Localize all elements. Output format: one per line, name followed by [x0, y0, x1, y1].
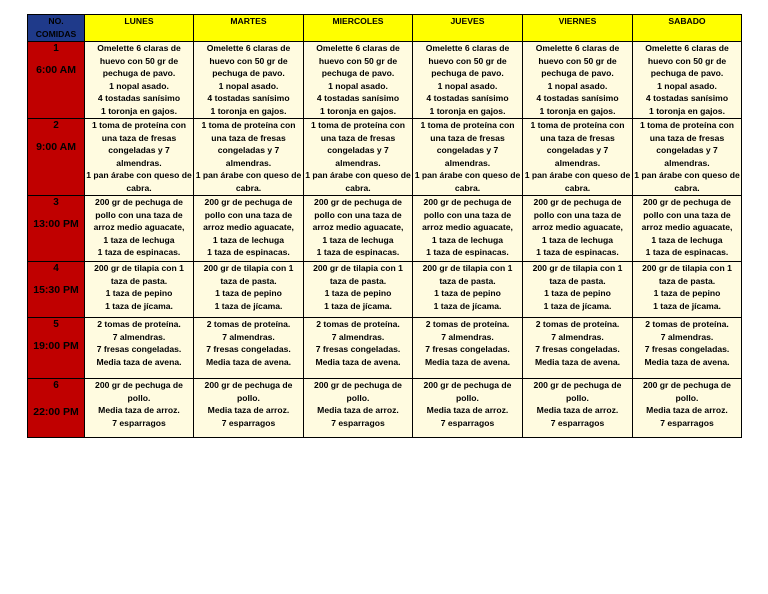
food-line: 1 taza de jícama.	[433, 300, 502, 311]
food-line: 1 pan árabe con queso de cabra.	[86, 170, 192, 193]
food-line: 1 toronja en gajos.	[539, 105, 616, 116]
food-line: 1 taza de lechuga	[651, 234, 723, 245]
food-line: 1 taza de lechuga	[431, 234, 504, 245]
meal-time: 6:00 AM	[36, 64, 76, 76]
food-cell-jueves	[413, 119, 523, 196]
food-line: Media taza de arroz.	[646, 405, 728, 416]
food-line: 1 toma de proteína con una taza de fresas congeladas y 7 almendras.	[530, 120, 625, 168]
food-line: 1 toma de proteína con una taza de fresas congeladas y 7 almendras.	[310, 120, 406, 168]
food-line: 7 almendras.	[660, 331, 714, 342]
food-line: 1 toronja en gajos.	[429, 105, 506, 116]
food-cell-viernes	[523, 379, 633, 438]
food-cell-martes	[194, 262, 304, 318]
food-cell-martes	[194, 318, 304, 379]
food-line: 200 gr de tilapia con 1 taza de pasta.	[642, 263, 732, 286]
meal-time: 22:00 PM	[33, 406, 79, 418]
food-line: 1 taza de jícama.	[214, 300, 283, 311]
food-line: 1 taza de jícama.	[105, 300, 173, 311]
food-line: 1 taza de pepino	[215, 288, 282, 299]
meal-row	[28, 262, 742, 318]
meal-time-cell	[28, 262, 85, 318]
food-line: Media taza de avena.	[644, 356, 730, 367]
food-line: 1 pan árabe con queso de cabra.	[305, 170, 411, 193]
food-line: 1 taza de pepino	[324, 288, 392, 299]
food-line: 7 fresas congeladas.	[96, 344, 182, 355]
food-line: 7 almendras.	[441, 331, 494, 342]
food-line: 1 nopal asado.	[218, 80, 279, 91]
food-line: Omelette 6 claras de huevo con 50 gr de pechuga de pavo.	[206, 43, 291, 79]
food-line: Media taza de arroz.	[98, 405, 180, 416]
meal-number: 4	[53, 263, 59, 274]
food-line: 7 almendras.	[551, 331, 604, 342]
meal-time-cell	[28, 196, 85, 262]
meal-number-header: NO. COMIDAS	[28, 15, 85, 42]
food-line: 7 almendras.	[112, 331, 166, 342]
food-line: 1 taza de jícama.	[653, 300, 721, 311]
food-line: 200 gr de tilapia con 1 taza de pasta.	[532, 263, 623, 286]
food-line: Media taza de arroz.	[536, 405, 619, 416]
food-cell-jueves	[413, 42, 523, 119]
food-line: 2 tomas de proteína.	[206, 319, 291, 329]
food-line: 1 taza de lechuga	[212, 234, 285, 245]
food-line: 1 toronja en gajos.	[649, 105, 725, 116]
food-line: 2 tomas de proteína.	[645, 319, 729, 329]
food-line: 7 almendras.	[222, 331, 275, 342]
day-header-viernes: VIERNES	[523, 15, 633, 42]
food-line: 1 taza de espinacas.	[207, 247, 290, 258]
meal-time: 15:30 PM	[33, 284, 79, 296]
food-cell-sabado	[633, 119, 742, 196]
food-line: 7 fresas congeladas.	[315, 344, 401, 355]
food-cell-martes	[194, 379, 304, 438]
food-cell-sabado	[633, 196, 742, 262]
food-line: Omelette 6 claras de huevo con 50 gr de pechuga de pavo.	[645, 43, 729, 79]
food-line: 200 gr de tilapia con 1 taza de pasta.	[313, 263, 403, 286]
food-line: 1 taza de espinacas.	[316, 247, 400, 258]
food-line: 200 gr de pechuga de pollo con una taza de arroz medio aguacate,	[93, 197, 185, 233]
food-cell-lunes	[85, 42, 194, 119]
food-line: 2 tomas de proteína.	[316, 319, 400, 329]
food-line: 1 taza de pepino	[434, 288, 501, 299]
day-header-sabado: SABADO	[633, 15, 742, 42]
food-cell-miercoles	[304, 262, 413, 318]
food-line: 7 esparragos	[331, 417, 385, 428]
food-line: Media taza de avena.	[205, 356, 292, 367]
food-cell-viernes	[523, 42, 633, 119]
food-line: 7 esparragos	[221, 417, 276, 428]
food-cell-viernes	[523, 318, 633, 379]
food-line: Media taza de avena.	[315, 356, 401, 367]
food-line: 200 gr de tilapia con 1 taza de pasta.	[422, 263, 513, 286]
food-cell-lunes	[85, 379, 194, 438]
food-line: 200 gr de pechuga de pollo con una taza de arroz medio aguacate,	[641, 197, 733, 233]
food-cell-martes	[194, 42, 304, 119]
food-line: 1 toronja en gajos.	[320, 105, 396, 116]
food-cell-viernes	[523, 119, 633, 196]
food-line: 4 tostadas sanísimo	[645, 93, 729, 104]
food-line: 7 esparragos	[550, 417, 605, 428]
food-line: 1 taza de espinacas.	[536, 247, 619, 258]
food-line: 200 gr de pechuga de pollo.	[533, 380, 622, 403]
food-line: 1 pan árabe con queso de cabra.	[634, 170, 740, 193]
food-line: 1 taza de jícama.	[543, 300, 612, 311]
food-line: 200 gr de pechuga de pollo con una taza de arroz medio aguacate,	[422, 197, 513, 233]
food-line: Omelette 6 claras de huevo con 50 gr de pechuga de pavo.	[425, 43, 510, 79]
food-line: Media taza de avena.	[96, 356, 182, 367]
meal-time-cell	[28, 42, 85, 119]
day-header-lunes: LUNES	[85, 15, 194, 42]
food-line: Media taza de avena.	[534, 356, 621, 367]
food-line: 7 fresas congeladas.	[425, 344, 510, 355]
food-line: Omelette 6 claras de huevo con 50 gr de pechuga de pavo.	[316, 43, 400, 79]
food-line: 200 gr de pechuga de pollo.	[643, 380, 731, 403]
food-cell-jueves	[413, 262, 523, 318]
food-cell-martes	[194, 119, 304, 196]
food-cell-jueves	[413, 196, 523, 262]
food-line: 1 nopal asado.	[437, 80, 498, 91]
food-line: 1 toronja en gajos.	[101, 105, 177, 116]
food-line: 200 gr de pechuga de pollo.	[204, 380, 293, 403]
food-line: 200 gr de pechuga de pollo.	[314, 380, 402, 403]
food-cell-miercoles	[304, 119, 413, 196]
food-cell-miercoles	[304, 196, 413, 262]
food-line: 7 esparragos	[440, 417, 495, 428]
food-line: 2 tomas de proteína.	[425, 319, 510, 329]
food-line: 200 gr de pechuga de pollo con una taza de arroz medio aguacate,	[312, 197, 404, 233]
food-line: 7 esparragos	[112, 417, 166, 428]
food-line: 4 tostadas sanísimo	[207, 93, 290, 104]
day-header-martes: MARTES	[194, 15, 304, 42]
meal-time-cell	[28, 119, 85, 196]
meal-number: 3	[53, 197, 59, 208]
food-line: 1 toma de proteína con una taza de fresas congeladas y 7 almendras.	[91, 120, 187, 168]
food-line: 1 taza de lechuga	[103, 234, 175, 245]
meal-row	[28, 42, 742, 119]
meal-plan-table	[27, 14, 742, 438]
food-cell-lunes	[85, 318, 194, 379]
food-line: 1 taza de jícama.	[324, 300, 392, 311]
food-line: 7 fresas congeladas.	[644, 344, 730, 355]
food-line: 4 tostadas sanísimo	[316, 93, 400, 104]
food-line: 2 tomas de proteína.	[97, 319, 181, 329]
food-cell-jueves	[413, 379, 523, 438]
food-line: 1 taza de lechuga	[322, 234, 394, 245]
food-line: 1 taza de espinacas.	[645, 247, 729, 258]
food-line: 7 fresas congeladas.	[535, 344, 620, 355]
food-line: 1 taza de pepino	[105, 288, 173, 299]
meal-number: 2	[53, 120, 59, 131]
food-line: 1 toronja en gajos.	[210, 105, 287, 116]
food-line: 200 gr de tilapia con 1 taza de pasta.	[94, 263, 184, 286]
food-line: 7 almendras.	[331, 331, 385, 342]
food-cell-viernes	[523, 196, 633, 262]
meal-number: 5	[53, 319, 59, 330]
food-cell-miercoles	[304, 318, 413, 379]
food-cell-sabado	[633, 379, 742, 438]
meal-time: 13:00 PM	[33, 218, 79, 230]
food-line: 200 gr de pechuga de pollo con una taza de arroz medio aguacate,	[532, 197, 623, 233]
food-line: 2 tomas de proteína.	[535, 319, 620, 329]
food-cell-lunes	[85, 262, 194, 318]
food-line: 1 taza de espinacas.	[426, 247, 509, 258]
food-line: Media taza de arroz.	[207, 405, 290, 416]
food-line: Omelette 6 claras de huevo con 50 gr de pechuga de pavo.	[535, 43, 620, 79]
food-line: 1 toma de proteína con una taza de fresas congeladas y 7 almendras.	[639, 120, 735, 168]
food-line: Media taza de arroz.	[426, 405, 509, 416]
food-line: 4 tostadas sanísimo	[536, 93, 619, 104]
food-cell-sabado	[633, 262, 742, 318]
day-header-jueves: JUEVES	[413, 15, 523, 42]
meal-number: 6	[53, 380, 59, 391]
meal-rows	[28, 42, 742, 438]
food-cell-miercoles	[304, 42, 413, 119]
food-line: 1 pan árabe con queso de cabra.	[414, 170, 521, 193]
food-line: Media taza de avena.	[424, 356, 511, 367]
food-cell-sabado	[633, 318, 742, 379]
food-line: 200 gr de pechuga de pollo con una taza de arroz medio aguacate,	[203, 197, 294, 233]
meal-number: 1	[53, 43, 59, 54]
food-line: 200 gr de pechuga de pollo.	[423, 380, 512, 403]
food-line: 1 pan árabe con queso de cabra.	[195, 170, 302, 193]
food-line: 1 taza de pepino	[544, 288, 611, 299]
meal-time: 19:00 PM	[33, 340, 79, 352]
food-cell-viernes	[523, 262, 633, 318]
food-line: 1 toma de proteína con una taza de fresas congeladas y 7 almendras.	[201, 120, 296, 168]
food-line: Media taza de arroz.	[317, 405, 399, 416]
food-cell-martes	[194, 196, 304, 262]
food-line: 1 taza de lechuga	[541, 234, 614, 245]
food-line: 1 nopal asado.	[657, 80, 717, 91]
food-cell-sabado	[633, 42, 742, 119]
food-line: 200 gr de tilapia con 1 taza de pasta.	[203, 263, 294, 286]
food-line: 7 fresas congeladas.	[206, 344, 291, 355]
header-row	[28, 15, 742, 42]
food-cell-lunes	[85, 119, 194, 196]
food-line: 1 toma de proteína con una taza de fresas congeladas y 7 almendras.	[420, 120, 515, 168]
food-line: 200 gr de pechuga de pollo.	[95, 380, 183, 403]
food-cell-jueves	[413, 318, 523, 379]
food-line: Omelette 6 claras de huevo con 50 gr de pechuga de pavo.	[97, 43, 181, 79]
food-cell-miercoles	[304, 379, 413, 438]
meal-row	[28, 318, 742, 379]
food-line: 4 tostadas sanísimo	[426, 93, 509, 104]
food-line: 1 nopal asado.	[547, 80, 608, 91]
meal-row	[28, 119, 742, 196]
meal-row	[28, 379, 742, 438]
meal-time: 9:00 AM	[36, 141, 76, 153]
food-line: 1 pan árabe con queso de cabra.	[524, 170, 631, 193]
food-line: 1 nopal asado.	[328, 80, 388, 91]
food-line: 1 nopal asado.	[109, 80, 169, 91]
food-line: 7 esparragos	[660, 417, 714, 428]
meal-time-cell	[28, 318, 85, 379]
meal-row	[28, 196, 742, 262]
food-line: 1 taza de espinacas.	[97, 247, 181, 258]
day-header-miercoles: MIERCOLES	[304, 15, 413, 42]
food-line: 4 tostadas sanísimo	[97, 93, 181, 104]
food-line: 1 taza de pepino	[653, 288, 721, 299]
meal-time-cell	[28, 379, 85, 438]
food-cell-lunes	[85, 196, 194, 262]
